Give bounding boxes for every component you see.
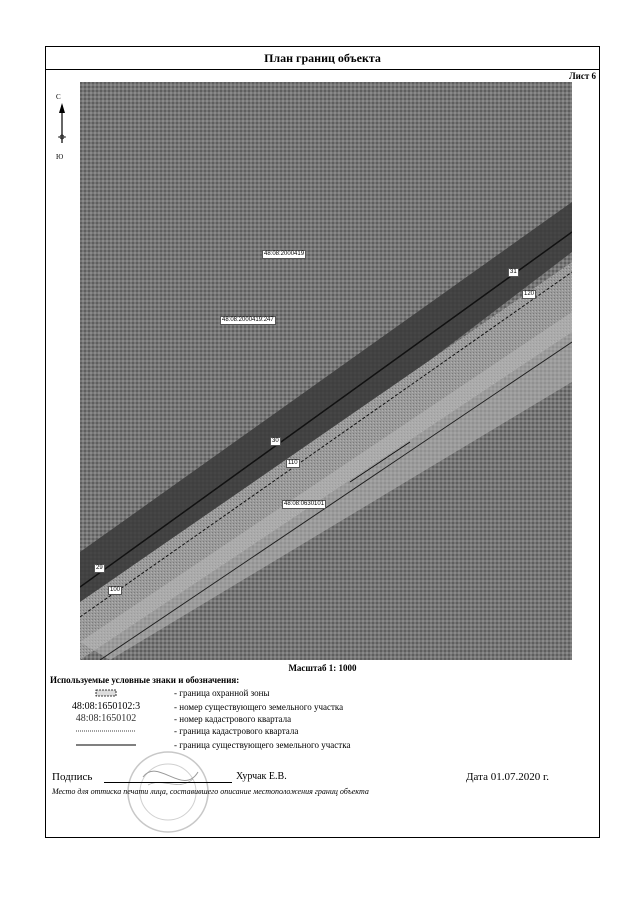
signature-label: Подпись <box>52 771 93 783</box>
legend-symbol-zone <box>56 687 156 701</box>
legend-text: - граница существующего земельного участка <box>174 740 351 750</box>
stamp-place-note: Место для оттиска печати лица, составившего описание местоположения границ объекта <box>52 787 369 796</box>
map-label-quarter: 48:08:2000419 <box>264 251 305 257</box>
legend-text: - граница кадастрового квартала <box>174 726 299 736</box>
south-label: Ю <box>56 153 64 161</box>
legend-text: - номер кадастрового квартала <box>174 714 292 724</box>
map-image <box>80 82 572 660</box>
north-arrow <box>54 93 74 163</box>
map-label-point-120: 120 <box>524 291 535 297</box>
map-label-point-30: 30 <box>272 438 279 444</box>
map-scale: Масштаб 1: 1000 <box>288 663 357 673</box>
map-label-quarter-2: 48:08:0630101 <box>284 501 325 507</box>
map-label-point-31: 31 <box>510 269 517 275</box>
map-label-point-29: 29 <box>96 565 103 571</box>
satellite-map <box>80 82 572 660</box>
map-label-parcel: 48:08:2000419:247 <box>222 317 274 323</box>
map-label-point-100: 100 <box>110 587 121 593</box>
sheet-number: Лист 6 <box>568 71 596 81</box>
hatched-border-icon <box>95 689 117 697</box>
document-date: Дата 01.07.2020 г. <box>466 771 549 783</box>
signature-line <box>104 782 232 783</box>
dotted-line-icon <box>76 728 136 734</box>
legend-text: - номер существующего земельного участка <box>174 702 344 712</box>
legend-symbol-quarter-number: 48:08:1650102 <box>75 713 137 724</box>
north-label: С <box>56 93 61 101</box>
signer-name: Хурчак Е.В. <box>236 771 287 782</box>
legend-title: Используемые условные знаки и обозначения: <box>50 675 240 685</box>
legend-text: - граница охранной зоны <box>174 688 270 698</box>
legend-symbol-parcel-number: 48:08:1650102:3 <box>71 701 141 712</box>
document-frame <box>45 46 600 838</box>
document-title: План границ объекта <box>46 47 599 70</box>
legend-symbol-quarter-border <box>56 725 156 738</box>
map-label-point-110: 110 <box>288 460 298 466</box>
